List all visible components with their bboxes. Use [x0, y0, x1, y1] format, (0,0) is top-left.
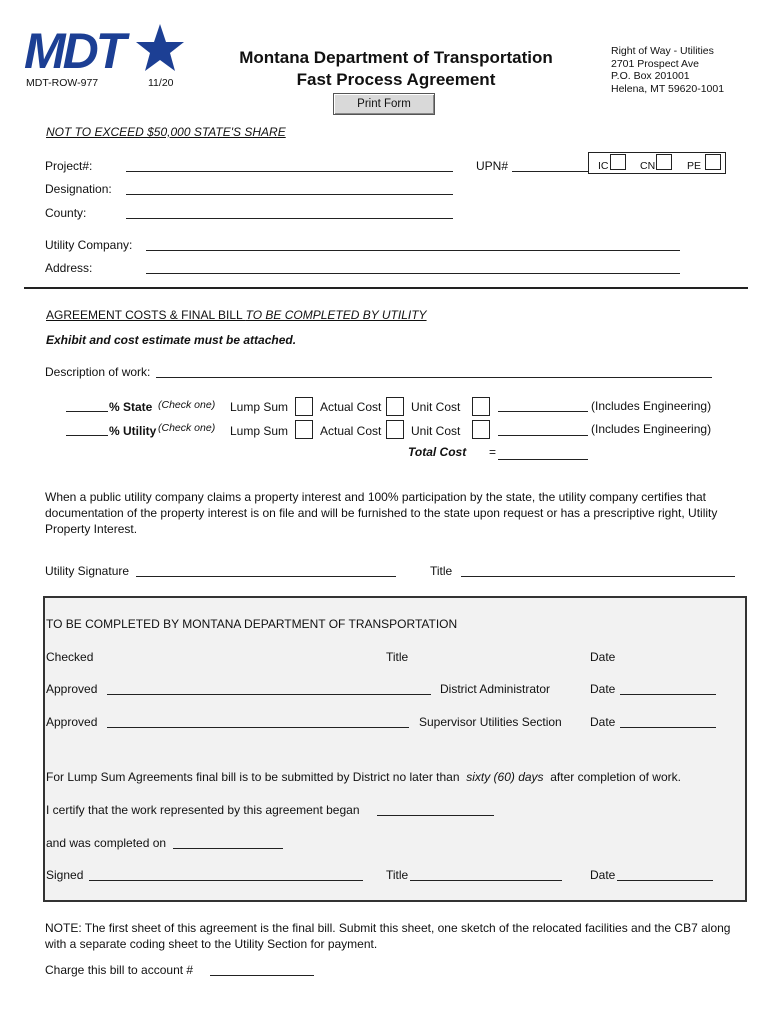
utility-signature-label: Utility Signature: [45, 564, 130, 578]
title-label: Title: [386, 650, 409, 664]
signed-label: Signed: [46, 868, 84, 882]
title-label: Title: [430, 564, 453, 578]
actual-cost-label: Actual Cost: [320, 424, 382, 438]
utility-title-field[interactable]: [461, 576, 735, 577]
page-subtitle: Fast Process Agreement: [296, 70, 496, 89]
address-line: Helena, MT 59620-1001: [611, 82, 725, 95]
page-title: Montana Department of Transportation: [239, 48, 553, 67]
address-line: P.O. Box 201001: [611, 70, 690, 82]
equals-sign: =: [489, 445, 497, 459]
approved-district-field[interactable]: [107, 694, 431, 695]
state-unit-cost-checkbox[interactable]: [472, 397, 490, 416]
pe-label: PE: [687, 160, 702, 172]
print-form-button[interactable]: Print Form: [333, 93, 435, 115]
work-completed-field[interactable]: [173, 848, 283, 849]
lump-sum-label: Lump Sum: [230, 424, 289, 438]
costs-heading: [46, 308, 427, 322]
utility-percent-field[interactable]: [66, 435, 108, 436]
includes-engineering-note: (Includes Engineering): [591, 422, 712, 436]
deadline-days: sixty (60) days: [466, 770, 544, 784]
county-field[interactable]: [126, 218, 453, 219]
cn-label: CN: [640, 160, 656, 172]
form-number: MDT-ROW-977: [26, 77, 99, 89]
actual-cost-label: Actual Cost: [320, 400, 382, 414]
certification-paragraph: When a public utility company claims a property interest and 100% participation by the state, the utility company certifies that documentation of the property interest is on file and will be furnished to the state upon request or has a prescriptive right, Utility Property Interest.: [45, 490, 718, 536]
lump-sum-deadline-note: [46, 770, 681, 784]
district-administrator-label: District Administrator: [440, 682, 551, 696]
exhibit-note: Exhibit and cost estimate must be attached.: [46, 333, 297, 347]
signed-title-field[interactable]: [410, 880, 562, 881]
utility-actual-cost-checkbox[interactable]: [386, 420, 404, 439]
section-divider: [24, 287, 748, 289]
description-field[interactable]: [156, 377, 712, 378]
total-cost-field[interactable]: [498, 459, 588, 460]
address-line: Right of Way - Utilities: [611, 45, 714, 57]
utility-unit-cost-checkbox[interactable]: [472, 420, 490, 439]
approved-supervisor-field[interactable]: [107, 727, 409, 728]
check-one-note: (Check one): [158, 422, 216, 434]
pe-checkbox[interactable]: [705, 154, 721, 170]
checked-label: Checked: [46, 650, 94, 664]
county-label: County:: [45, 206, 87, 220]
utility-company-label: Utility Company:: [45, 238, 133, 252]
approved-label: Approved: [46, 715, 98, 729]
address-line: 2701 Prospect Ave: [611, 57, 699, 70]
utility-signature-field[interactable]: [136, 576, 396, 577]
form-date: 11/20: [148, 77, 174, 89]
utility-amount-field[interactable]: [498, 435, 588, 436]
charge-account-label: Charge this bill to account #: [45, 963, 194, 977]
unit-cost-label: Unit Cost: [411, 424, 461, 438]
state-lump-sum-checkbox[interactable]: [295, 397, 313, 416]
signed-date-field[interactable]: [617, 880, 713, 881]
upn-label: UPN#: [476, 159, 509, 173]
signed-field[interactable]: [89, 880, 363, 881]
charge-account-field[interactable]: [210, 975, 314, 976]
mailing-address: [611, 45, 724, 95]
logo-star-icon: [136, 24, 184, 71]
cn-checkbox[interactable]: [656, 154, 672, 170]
check-one-note: (Check one): [158, 399, 216, 411]
deadline-text: For Lump Sum Agreements final bill is to be submitted by District no later than: [46, 770, 460, 784]
costs-heading-italic: TO BE COMPLETED BY UTILITY: [245, 308, 427, 322]
address-label: Address:: [45, 261, 93, 275]
utility-lump-sum-checkbox[interactable]: [295, 420, 313, 439]
state-actual-cost-checkbox[interactable]: [386, 397, 404, 416]
date-label: Date: [590, 650, 616, 664]
utility-percent-label: % Utility: [109, 424, 157, 438]
limit-note: NOT TO EXCEED $50,000 STATE'S SHARE: [46, 125, 286, 139]
mdt-logo: [24, 22, 184, 74]
state-percent-label: % State: [109, 400, 153, 414]
date-label: Date: [590, 868, 616, 882]
utility-company-field[interactable]: [146, 250, 680, 251]
supervisor-date-field[interactable]: [620, 727, 716, 728]
date-label: Date: [590, 682, 616, 696]
project-field[interactable]: [126, 171, 453, 172]
lump-sum-label: Lump Sum: [230, 400, 289, 414]
approved-label: Approved: [46, 682, 98, 696]
upn-field[interactable]: [512, 171, 588, 172]
final-bill-note: NOTE: The first sheet of this agreement is the final bill. Submit this sheet, one sketch of the relocated facilities and the CB7 along with a separate coding sheet to the Utility Section for payment.: [45, 921, 731, 951]
costs-heading-text: AGREEMENT COSTS & FINAL BILL: [46, 308, 246, 322]
designation-label: Designation:: [45, 182, 112, 196]
logo-text: MDT: [24, 23, 124, 74]
designation-field[interactable]: [126, 194, 453, 195]
includes-engineering-note: (Includes Engineering): [591, 399, 712, 413]
work-completed-label: and was completed on: [46, 836, 167, 850]
description-label: Description of work:: [45, 365, 151, 379]
state-percent-field[interactable]: [66, 411, 108, 412]
ic-label: IC: [598, 160, 609, 172]
title-label: Title: [386, 868, 409, 882]
work-began-field[interactable]: [377, 815, 494, 816]
supervisor-label: Supervisor Utilities Section: [419, 715, 562, 729]
mdt-section-heading: TO BE COMPLETED BY MONTANA DEPARTMENT OF TRANSPORTATION: [46, 617, 458, 631]
unit-cost-label: Unit Cost: [411, 400, 461, 414]
district-date-field[interactable]: [620, 694, 716, 695]
address-field[interactable]: [146, 273, 680, 274]
project-label: Project#:: [45, 159, 93, 173]
total-cost-label: Total Cost: [408, 445, 467, 459]
ic-checkbox[interactable]: [610, 154, 626, 170]
work-began-label: I certify that the work represented by this agreement began: [46, 803, 360, 817]
deadline-text: after completion of work.: [550, 770, 681, 784]
state-amount-field[interactable]: [498, 411, 588, 412]
date-label: Date: [590, 715, 616, 729]
